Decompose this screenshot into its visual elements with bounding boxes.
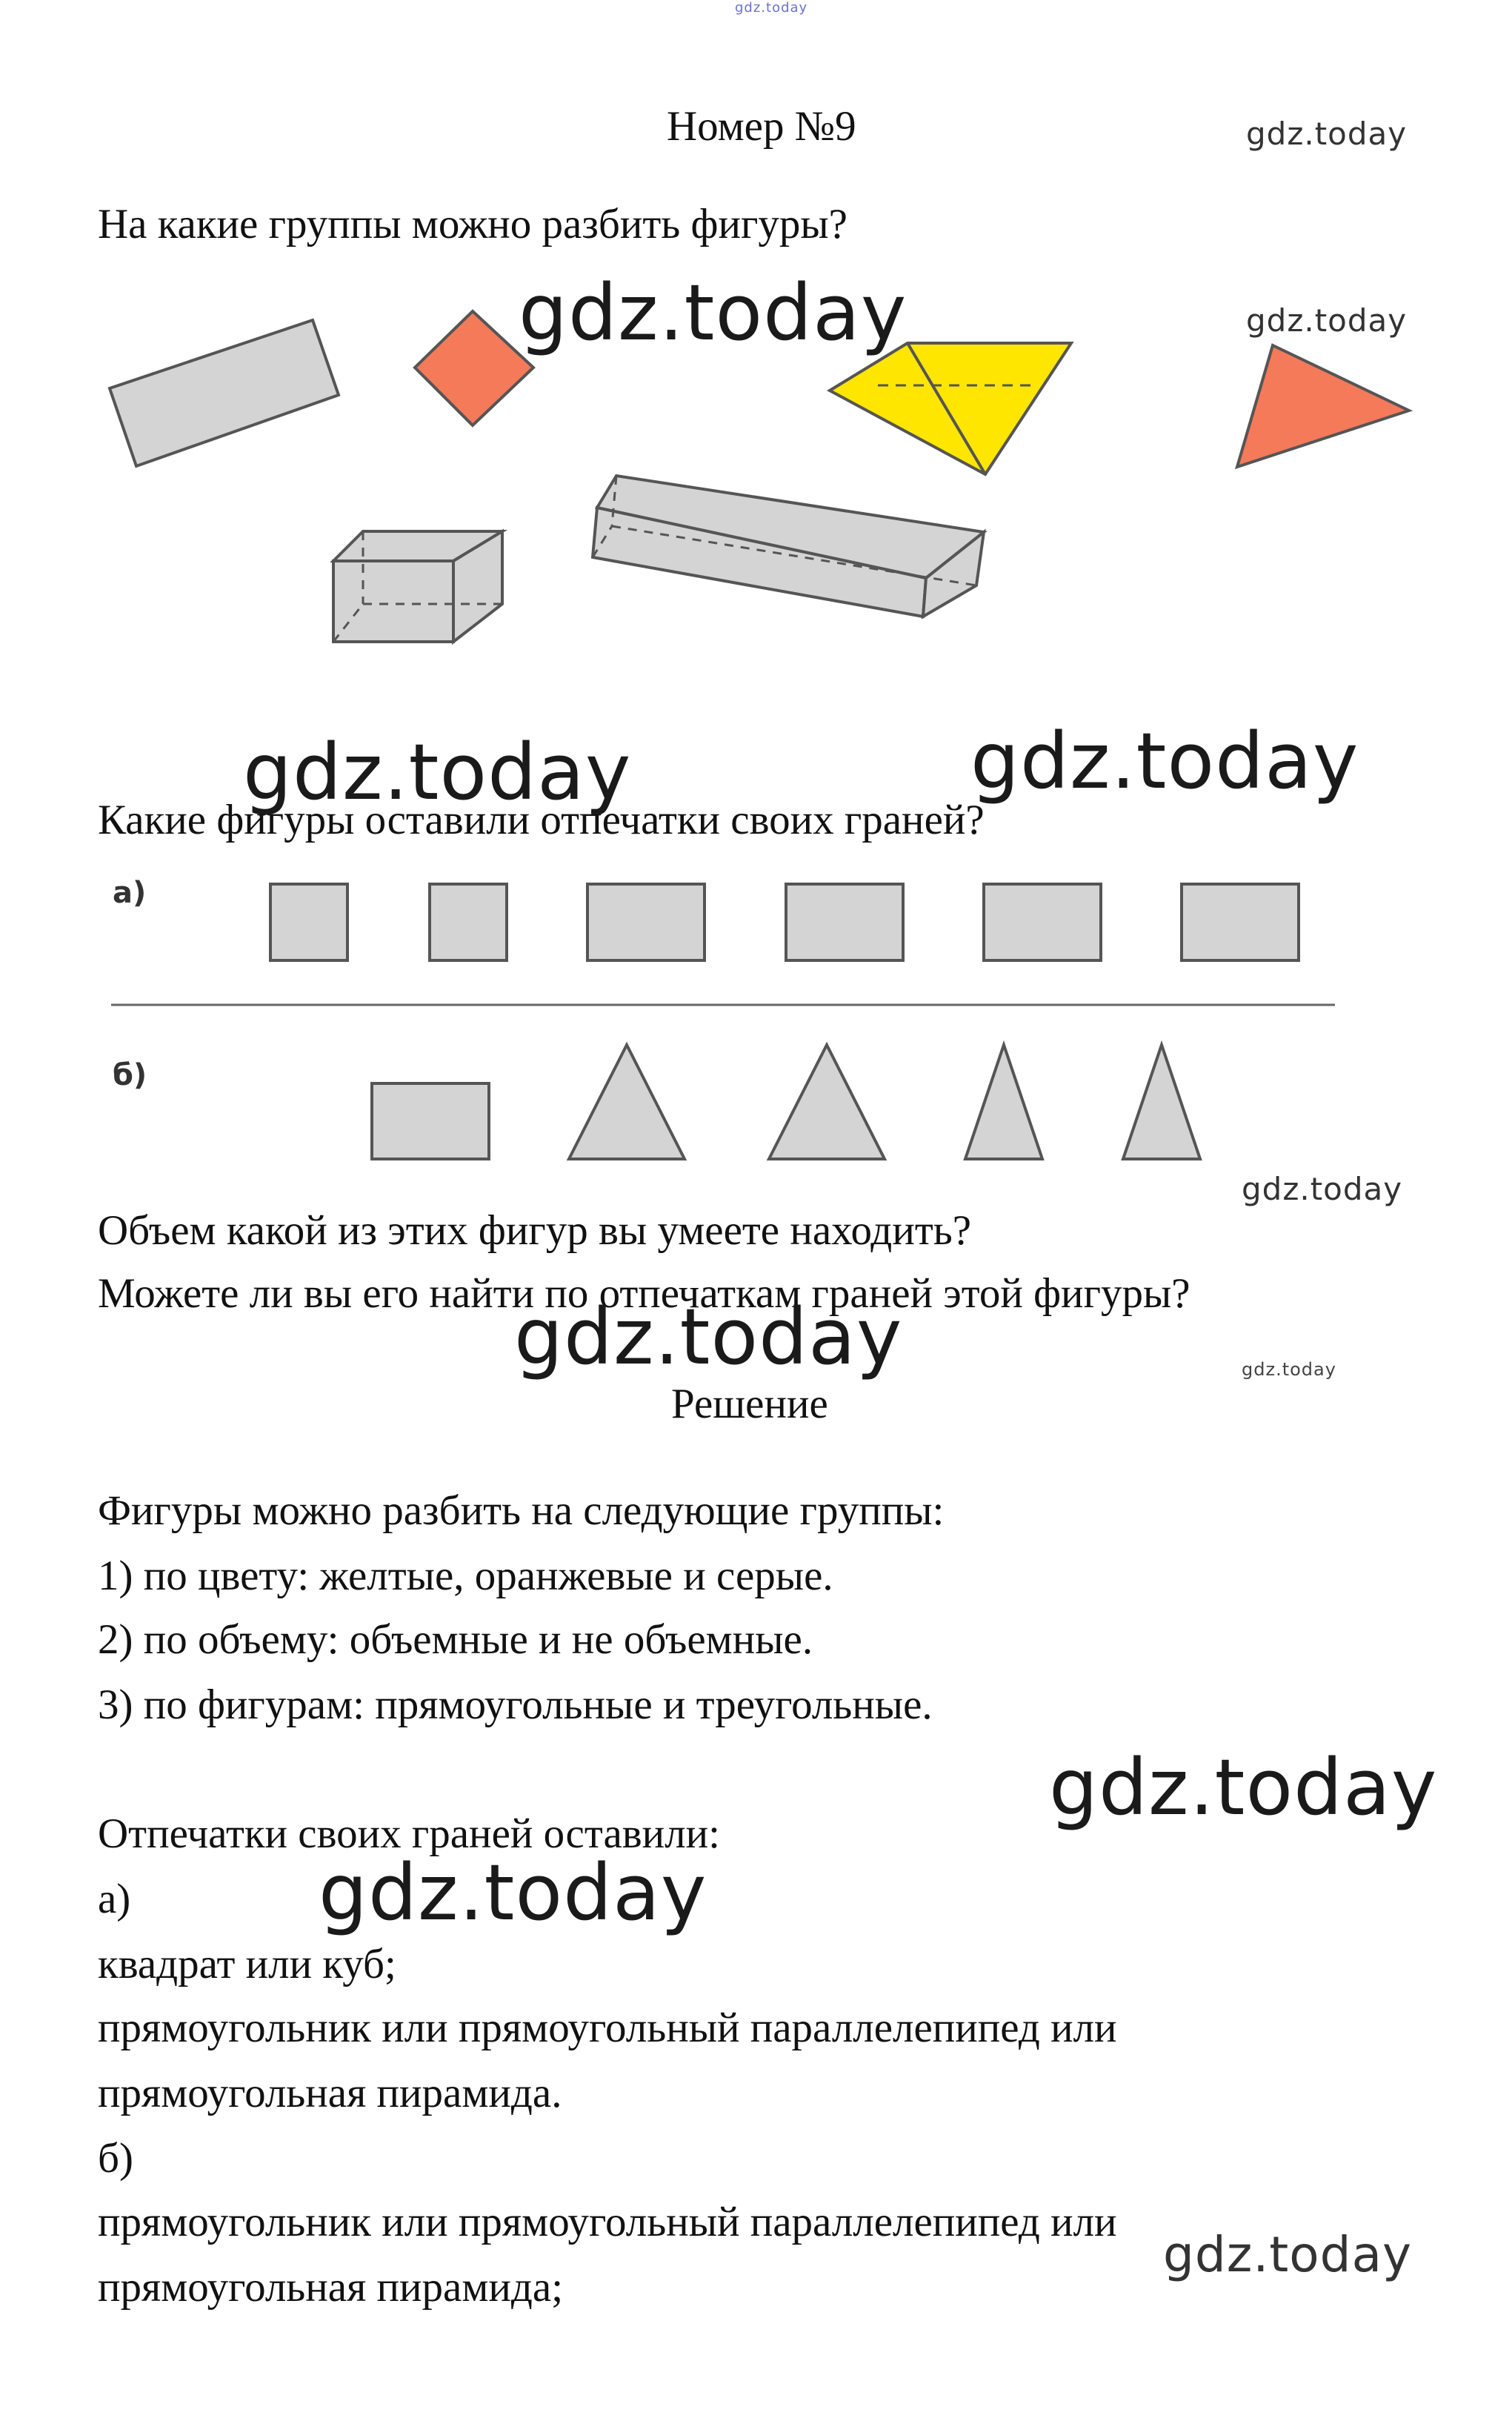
print-b-triangle-1: [569, 1045, 685, 1159]
print-a-rect-1: [587, 884, 705, 960]
prints-label-b: б): [113, 1058, 147, 1092]
groups-intro: Фигуры можно разбить на следующие группы:: [98, 1487, 945, 1534]
question-2: Какие фигуры оставили отпечатки своих граней?: [98, 797, 985, 843]
print-a-rect-2: [786, 884, 903, 960]
question-4: Можете ли вы его найти по отпечаткам граней этой фигуры?: [98, 1270, 1190, 1317]
watermark: gdz.today: [519, 268, 907, 358]
print-b-triangle-2: [769, 1045, 885, 1159]
answer-b-label: б): [98, 2135, 133, 2182]
watermark: gdz.today: [1049, 1742, 1438, 1833]
watermark-top: gdz.today: [735, 0, 808, 16]
print-b-triangle-3: [965, 1045, 1042, 1159]
prints-label-a: а): [113, 876, 147, 910]
prints-row-a: [0, 0, 1512, 1186]
prints-intro: Отпечатки своих граней оставили:: [98, 1810, 720, 1857]
answer-a-label: а): [98, 1876, 131, 1922]
watermark: gdz.today: [1246, 116, 1408, 152]
page-title: Номер №9: [667, 103, 856, 150]
answer-a-line-1: квадрат или куб;: [98, 1941, 396, 1987]
print-a-square-1: [270, 884, 347, 960]
print-b-rect: [372, 1083, 489, 1159]
answer-a-line-3: прямоугольная пирамида.: [98, 2070, 562, 2116]
watermark: gdz.today: [319, 1847, 707, 1938]
answer-b-line-1: прямоугольник или прямоугольный параллелепипед или: [98, 2199, 1117, 2245]
watermark: gdz.today: [514, 1292, 903, 1382]
watermark: gdz.today: [1246, 302, 1408, 339]
question-3: Объем какой из этих фигур вы умеете находить?: [98, 1207, 972, 1254]
print-b-triangle-4: [1123, 1045, 1200, 1159]
watermark: gdz.today: [1242, 1171, 1403, 1207]
watermark: gdz.today: [970, 716, 1359, 806]
answer-a-line-2: прямоугольник или прямоугольный параллелепипед или: [98, 2005, 1117, 2051]
watermark: gdz.today: [1163, 2226, 1413, 2283]
watermark: gdz.today: [243, 727, 632, 817]
watermark: gdz.today: [1242, 1359, 1336, 1380]
print-a-square-2: [430, 884, 507, 960]
question-1: На какие группы можно разбить фигуры?: [98, 201, 847, 248]
group-item-3: 3) по фигурам: прямоугольные и треугольные.: [98, 1681, 933, 1728]
group-item-1: 1) по цвету: желтые, оранжевые и серые.: [98, 1552, 833, 1599]
print-a-rect-3: [984, 884, 1101, 960]
group-item-2: 2) по объему: объемные и не объемные.: [98, 1616, 813, 1663]
answer-b-line-2: прямоугольная пирамида;: [98, 2264, 564, 2311]
solution-heading: Решение: [671, 1381, 828, 1427]
print-a-rect-4: [1182, 884, 1299, 960]
